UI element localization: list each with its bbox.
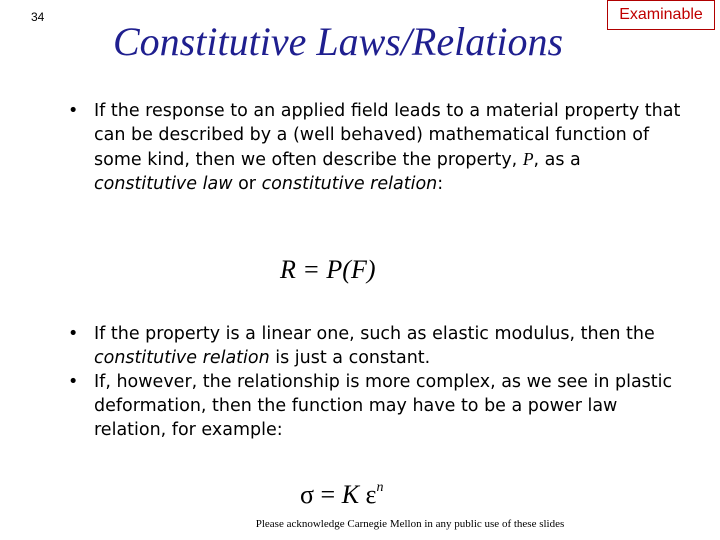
term-constitutive-relation: constitutive relation [261,174,438,194]
slide-title: Constitutive Laws/Relations [113,19,564,64]
constant-k: K [341,480,360,509]
term-constitutive-law: constitutive law [94,174,233,194]
epsilon-symbol: ε [359,480,377,509]
term-constitutive-relation: constitutive relation [94,348,270,368]
variable-p: P [522,149,534,169]
bullet-linear-property [64,322,684,370]
bullet-list-details [64,322,684,442]
bullet-text: is just a constant. [269,348,431,368]
equation-r-equals-p-of-f: R = P(F) [280,255,376,284]
bullet-text: If, however, the relationship is more complex, as we see in plastic deformation, then the function may have to be a power law relation, for example: [94,372,673,440]
exponent-n: n [376,480,384,495]
bullet-text: If the property is a linear one, such as elastic modulus, then the [94,324,655,344]
bullet-power-law [64,370,684,442]
bullet-list-intro [64,99,684,196]
sigma-symbol: σ [300,480,315,509]
slide-number: 34 [31,10,45,24]
bullet-text: , as a [533,150,581,170]
bullet-text: If the response to an applied field leads to a material property that can be described by a (well behaved) mathematical function of some kind, then we often describe the property, [94,101,681,170]
equals-sign: = [314,480,342,509]
bullet-text: : [437,174,444,194]
examinable-badge: Examinable [607,0,715,30]
footer-acknowledgement: Please acknowledge Carnegie Mellon in any public use of these slides [255,518,565,530]
bullet-constitutive-definition [64,99,684,196]
equation-power-law [300,480,383,510]
bullet-text: or [232,174,262,194]
